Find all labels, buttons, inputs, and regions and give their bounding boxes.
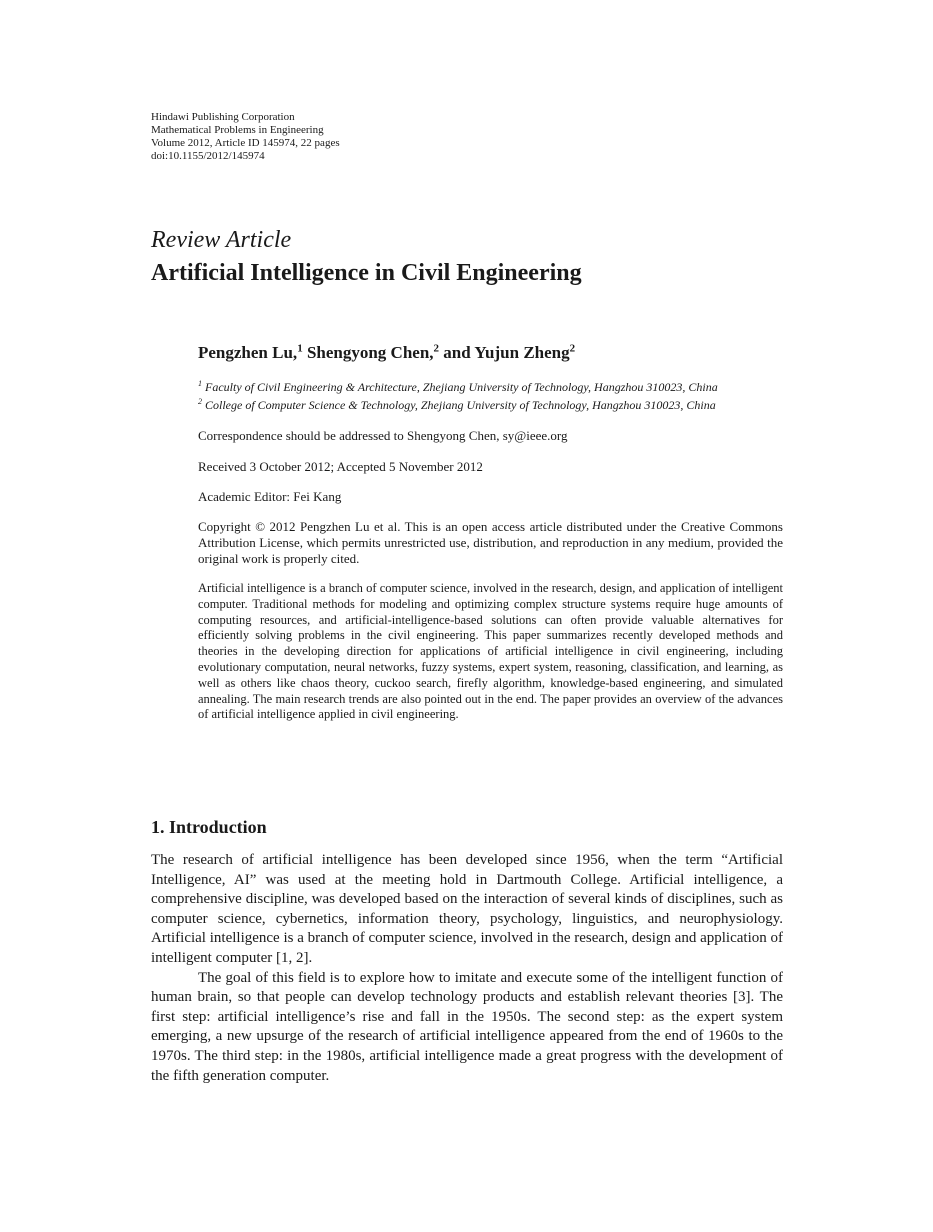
academic-editor: Academic Editor: Fei Kang xyxy=(198,489,342,504)
journal-info xyxy=(151,111,340,163)
affiliations xyxy=(198,378,718,414)
affiliation-text: Faculty of Civil Engineering & Architecture, Zhejiang University of Technology, Hangzhou 310023, China xyxy=(205,380,718,394)
affiliation-marker: 2 xyxy=(198,397,202,406)
author-name: Pengzhen Lu, xyxy=(198,343,298,362)
abstract: Artificial intelligence is a branch of computer science, involved in the research, design, and application of intelligent computer. Traditional methods for modeling and optimizing complex structure systems require huge amounts of computing resources, and artificial-intelligence-based solutions can often provide valuable alternatives for efficiently solving problems in the civil engineering. This paper summarizes recently developed methods and theories in the developing direction for applications of artificial intelligence in civil engineering, including evolutionary computation, neural networks, fuzzy systems, expert system, reasoning, classification, and learning, as well as others like chaos theory, cuckoo search, firefly algorithm, knowledge-based engineering, and simulated annealing. The main research trends are also pointed out in the end. The paper provides an overview of the advances of artificial intelligence applied in civil engineering. xyxy=(198,581,783,722)
article-type: Review Article xyxy=(151,227,292,253)
author-name: Shengyong Chen, xyxy=(306,343,434,362)
affiliation xyxy=(198,378,718,396)
journal-publisher: Hindawi Publishing Corporation xyxy=(151,111,295,123)
section-heading: 1. Introduction xyxy=(151,817,267,837)
section-body xyxy=(151,851,783,1086)
author-affil-marker: 1 xyxy=(297,342,303,355)
affiliation xyxy=(198,396,718,414)
journal-name: Mathematical Problems in Engineering xyxy=(151,124,324,136)
received-dates: Received 3 October 2012; Accepted 5 November 2012 xyxy=(198,459,483,474)
paragraph: The research of artificial intelligence has been developed since 1956, when the term “Artificial Intelligence, AI” was used at the meeting hold in Dartmouth College. Artificial intelligence, a comprehensive discipline, was developed based on the interaction of several kinds of disciplines, such as computer science, cybernetics, information theory, psychology, linguistics, and neurophysiology. Artificial intelligence is a branch of computer science, involved in the research, design and application of intelligent computer [1, 2]. xyxy=(151,852,783,966)
author-list xyxy=(198,342,575,364)
paper-title: Artificial Intelligence in Civil Engineering xyxy=(151,260,582,286)
journal-volume: Volume 2012, Article ID 145974, 22 pages xyxy=(151,137,340,149)
affiliation-text: College of Computer Science & Technology, Zhejiang University of Technology, Hangzhou 310023, China xyxy=(205,398,716,412)
author-affil-marker: 2 xyxy=(569,342,576,355)
author-affil-marker: 2 xyxy=(433,342,440,355)
paragraph: The goal of this field is to explore how to imitate and execute some of the intelligent function of human brain, so that people can develop technology products and establish relevant theories [3]. The first step: artificial intelligence’s rise and fall in the 1950s. The second step: as the expert system emerging, a new upsurge of the research of artificial intelligence appeared from the end of 1960s to the 1970s. The third step: in the 1980s, artificial intelligence made a great progress with the development of the fifth generation computer. xyxy=(151,969,783,1084)
journal-doi: doi:10.1155/2012/145974 xyxy=(151,150,265,162)
correspondence: Correspondence should be addressed to Shengyong Chen, sy@ieee.org xyxy=(198,428,568,443)
copyright-notice: Copyright © 2012 Pengzhen Lu et al. This is an open access article distributed under the Creative Commons Attribution License, which permits unrestricted use, distribution, and reproduction in any medium, provided the original work is properly cited. xyxy=(198,519,783,566)
affiliation-marker: 1 xyxy=(198,379,202,388)
author-name: and Yujun Zheng xyxy=(443,343,570,362)
